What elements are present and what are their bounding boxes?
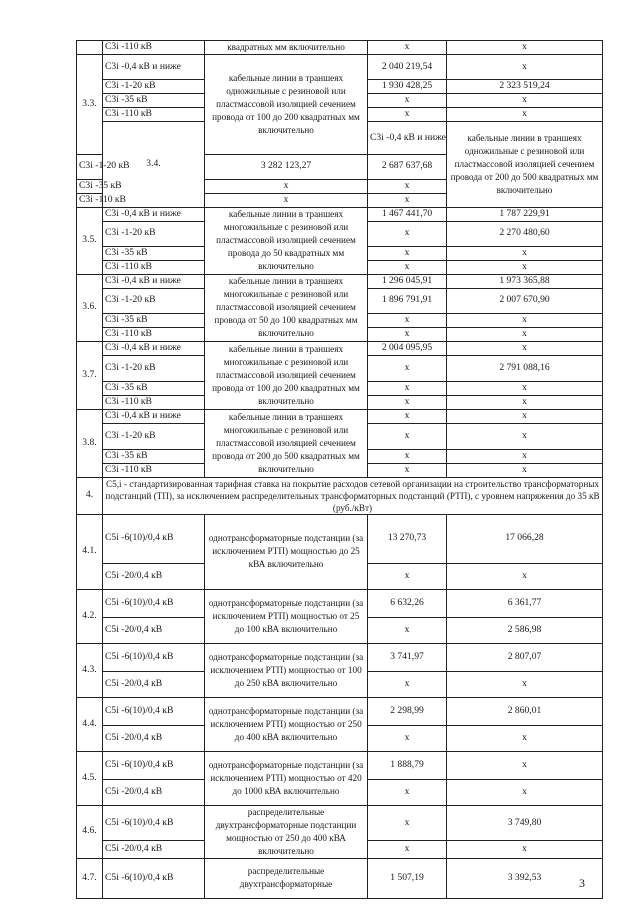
rate-code: C5i -20/0,4 кВ [103, 563, 205, 589]
row-number: 4. [77, 477, 103, 514]
row-number: 3.4. [103, 122, 205, 208]
row-number [77, 41, 103, 55]
rate-value-2: х [447, 395, 603, 409]
table-row [77, 858, 603, 898]
rate-code: C3i -110 кВ [103, 463, 205, 477]
rate-value-1: х [368, 327, 447, 341]
rate-code: C3i -1-20 кВ [77, 154, 103, 179]
rate-value-2: 2 791 088,16 [447, 355, 603, 381]
rate-value-2: 6 361,77 [447, 589, 603, 617]
rate-code: C3i -0,4 кВ и ниже [368, 122, 447, 155]
rate-value-1: х [368, 221, 447, 246]
rate-value-2: х [447, 260, 603, 274]
rate-value-1: х [368, 94, 447, 108]
rate-value-1: х [368, 409, 447, 423]
table-row [77, 41, 603, 55]
rate-value-1: 2 040 219,54 [368, 55, 447, 80]
rate-code: C3i -35 кВ [103, 381, 205, 395]
rate-value-2: х [447, 463, 603, 477]
rate-value-1: х [368, 617, 447, 643]
rate-value-2: х [447, 423, 603, 449]
rate-value-1: х [368, 463, 447, 477]
rate-code: C5i -20/0,4 кВ [103, 841, 205, 859]
rate-value-2: х [447, 341, 603, 355]
rate-value-1: х [368, 260, 447, 274]
row-number: 3.8. [77, 409, 103, 477]
rate-value-1: х [368, 108, 447, 122]
rate-value-1: 1 296 045,91 [368, 274, 447, 288]
table-row [77, 274, 603, 288]
rate-value-2: х [447, 94, 603, 108]
line-description: распределительные двухтрансформаторные [205, 858, 368, 898]
rate-code: C5i -6(10)/0,4 кВ [103, 514, 205, 563]
rate-value-2: х [447, 246, 603, 260]
rate-value-2: х [447, 409, 603, 423]
rate-value-1: х [368, 246, 447, 260]
rate-code: C5i -20/0,4 кВ [103, 779, 205, 805]
line-description: кабельные линии в траншеях одножильные с резиновой или пластмассовой изоляцией сечением провода от 200 до 500 квадратных мм включительно [447, 122, 603, 208]
row-number: 3.5. [77, 207, 103, 274]
rate-value-1: 1 507,19 [368, 858, 447, 898]
rate-value-1: х [368, 313, 447, 327]
row-number: 4.6. [77, 805, 103, 858]
rate-value-2: х [447, 671, 603, 697]
rate-value-2: 2 323 519,24 [447, 80, 603, 94]
table-row [77, 805, 603, 840]
rate-code: C5i -20/0,4 кВ [103, 725, 205, 751]
rate-value-1: х [368, 355, 447, 381]
rate-code: C5i -6(10)/0,4 кВ [103, 805, 205, 840]
rate-value-2: 1 973 365,88 [447, 274, 603, 288]
table-row [77, 409, 603, 423]
rate-code: C3i -1-20 кВ [103, 221, 205, 246]
rate-value-1: х [368, 395, 447, 409]
rate-value-1: х [368, 449, 447, 463]
rate-value-1: х [368, 841, 447, 859]
table-row [77, 643, 603, 671]
row-number: 4.3. [77, 643, 103, 697]
rate-code: C3i -35 кВ [103, 246, 205, 260]
rate-code: C5i -6(10)/0,4 кВ [103, 751, 205, 779]
row-number: 3.7. [77, 341, 103, 409]
rate-value-2: х [447, 381, 603, 395]
rate-value-2: х [368, 179, 447, 193]
rate-code: C3i -1-20 кВ [103, 423, 205, 449]
line-description: кабельные линии в траншеях многожильные с резиновой или пластмассовой изоляцией сечением провода от 50 до 100 квадратных мм включительно [205, 274, 368, 341]
rate-value-2: х [447, 449, 603, 463]
rate-value-1: х [368, 41, 447, 55]
rate-value-2: х [447, 55, 603, 80]
rate-code: C3i -1-20 кВ [103, 288, 205, 313]
line-description: однотрансформаторные подстанции (за исключением РТП) мощностью от 250 до 400 кВА включительно [205, 697, 368, 751]
rate-value-1: 6 632,26 [368, 589, 447, 617]
rate-code: C3i -0,4 кВ и ниже [103, 274, 205, 288]
rate-code: C3i -1-20 кВ [103, 80, 205, 94]
table-row [77, 751, 603, 779]
rate-value-2: 2 807,07 [447, 643, 603, 671]
rate-value-2: 2 687 637,68 [368, 154, 447, 179]
rate-value-1: 1 888,79 [368, 751, 447, 779]
rate-code: C3i -35 кВ [103, 313, 205, 327]
rate-value-1: 13 270,73 [368, 514, 447, 563]
line-description: кабельные линии в траншеях одножильные с резиновой или пластмассовой изоляцией сечением провода от 100 до 200 квадратных мм включительно [205, 55, 368, 155]
rate-value-2: 2 270 480,60 [447, 221, 603, 246]
rate-value-2: 3 749,80 [447, 805, 603, 840]
row-number: 4.4. [77, 697, 103, 751]
rate-value-2: х [447, 725, 603, 751]
rate-code: C3i -1-20 кВ [103, 355, 205, 381]
table-row [77, 207, 603, 221]
row-number: 4.1. [77, 514, 103, 589]
line-description: однотрансформаторные подстанции (за исключением РТП) мощностью от 25 до 100 кВА включительно [205, 589, 368, 643]
row-number: 3.3. [77, 55, 103, 155]
rate-code: C3i -110 кВ [103, 327, 205, 341]
rate-code: C3i -35 кВ [103, 449, 205, 463]
rate-value-1: х [368, 725, 447, 751]
rate-value-2: 2 860,01 [447, 697, 603, 725]
line-description: кабельные линии в траншеях многожильные с резиновой или пластмассовой изоляцией сечением провода от 100 до 200 квадратных мм включительно [205, 341, 368, 409]
rate-code: C5i -6(10)/0,4 кВ [103, 643, 205, 671]
rate-value-2: х [447, 41, 603, 55]
rate-code: C3i -110 кВ [103, 395, 205, 409]
rate-code: C5i -20/0,4 кВ [103, 671, 205, 697]
rate-code: C3i -0,4 кВ и ниже [103, 409, 205, 423]
table-row [77, 514, 603, 563]
rate-code: C3i -0,4 кВ и ниже [103, 207, 205, 221]
rate-code: C3i -110 кВ [77, 193, 103, 207]
table-row [77, 341, 603, 355]
rate-code: C3i -110 кВ [103, 41, 205, 55]
line-description: однотрансформаторные подстанции (за исключением РТП) мощностью от 100 до 250 кВА включительно [205, 643, 368, 697]
rate-value-1: х [368, 805, 447, 840]
row-number: 4.5. [77, 751, 103, 805]
rate-value-1: х [368, 381, 447, 395]
rate-code: C5i -6(10)/0,4 кВ [103, 589, 205, 617]
tariff-table-body [77, 41, 603, 899]
rate-value-1: 2 004 095,95 [368, 341, 447, 355]
rate-value-1: 3 282 123,27 [205, 154, 368, 179]
rate-value-1: х [368, 423, 447, 449]
rate-value-2: 2 586,98 [447, 617, 603, 643]
row-number: 3.6. [77, 274, 103, 341]
rate-code: C5i -6(10)/0,4 кВ [103, 858, 205, 898]
rate-value-2: х [447, 751, 603, 779]
rate-code: C3i -110 кВ [103, 108, 205, 122]
row-number: 4.2. [77, 589, 103, 643]
rate-value-1: 3 741,97 [368, 643, 447, 671]
rate-value-2: 1 787 229,91 [447, 207, 603, 221]
line-description: квадратных мм включительно [205, 41, 368, 55]
rate-value-1: х [368, 563, 447, 589]
line-description: кабельные линии в траншеях многожильные с резиновой или пластмассовой изоляцией сечением провода от 200 до 500 квадратных мм включительно [205, 409, 368, 477]
rate-code: C3i -35 кВ [77, 179, 103, 193]
rate-value-2: х [447, 108, 603, 122]
rate-code: C5i -6(10)/0,4 кВ [103, 697, 205, 725]
rate-value-1: 1 467 441,70 [368, 207, 447, 221]
rate-value-2: 3 392,53 [447, 858, 603, 898]
rate-value-2: 17 066,28 [447, 514, 603, 563]
rate-code: C3i -0,4 кВ и ниже [103, 341, 205, 355]
rate-value-2: 2 007 670,90 [447, 288, 603, 313]
tariff-table [76, 40, 603, 899]
line-description: кабельные линии в траншеях многожильные с резиновой или пластмассовой изоляцией сечением провода до 50 квадратных мм включительно [205, 207, 368, 274]
table-row [77, 55, 603, 80]
rate-value-1: х [368, 671, 447, 697]
rate-code: C3i -35 кВ [103, 94, 205, 108]
rate-value-2: х [447, 313, 603, 327]
rate-value-2: х [447, 779, 603, 805]
section-description: C5,i - стандартизированная тарифная ставка на покрытие расходов сетевой организации на строительство трансформаторных подстанций (ТП), за исключением распределительных трансформаторных подстанций (РТП), с уровнем напряжения до 35 кВ (руб./кВт) [103, 477, 603, 514]
rate-value-1: 1 930 428,25 [368, 80, 447, 94]
line-description: однотрансформаторные подстанции (за исключением РТП) мощностью до 25 кВА включительно [205, 514, 368, 589]
page-number: 3 [579, 876, 585, 890]
rate-value-2: х [447, 327, 603, 341]
rate-value-1: х [368, 779, 447, 805]
rate-code: C3i -110 кВ [103, 260, 205, 274]
line-description: распределительные двухтрансформаторные подстанции мощностью от 250 до 400 кВА включительно [205, 805, 368, 858]
row-number: 4.7. [77, 858, 103, 898]
rate-code: C5i -20/0,4 кВ [103, 617, 205, 643]
table-row [77, 589, 603, 617]
rate-value-1: 1 896 791,91 [368, 288, 447, 313]
rate-value-2: х [368, 193, 447, 207]
table-row [77, 697, 603, 725]
rate-value-2: х [447, 563, 603, 589]
line-description: однотрансформаторные подстанции (за исключением РТП) мощностью от 420 до 1000 кВА включительно [205, 751, 368, 805]
section-header-row [77, 477, 603, 514]
rate-value-2: х [447, 841, 603, 859]
rate-code: C3i -0,4 кВ и ниже [103, 55, 205, 80]
rate-value-1: 2 298,99 [368, 697, 447, 725]
rate-value-1: х [205, 179, 368, 193]
rate-value-1: х [205, 193, 368, 207]
